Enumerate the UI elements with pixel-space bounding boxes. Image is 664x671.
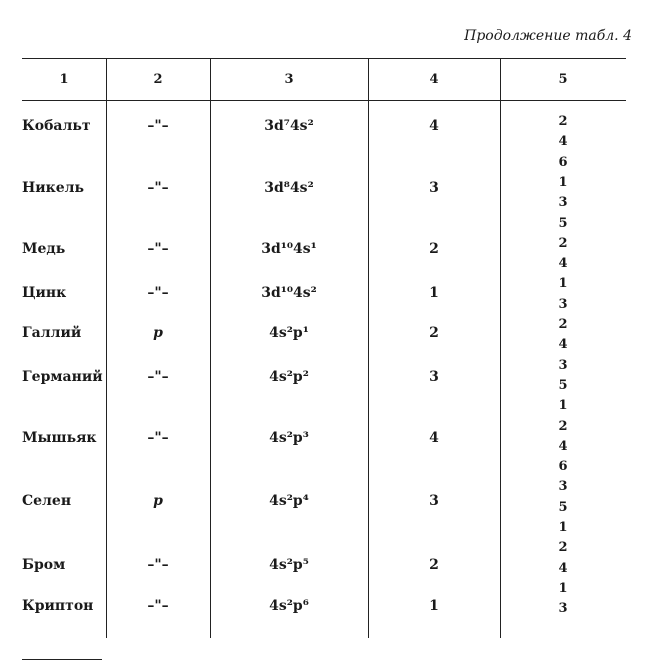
electron-config: 4s²p² xyxy=(269,369,309,385)
element-name: Мышьяк xyxy=(22,430,97,446)
oxidation-state: 2 xyxy=(558,114,568,129)
oxidation-state: 5 xyxy=(558,215,568,231)
block-label: –"– xyxy=(147,180,169,196)
column-divider xyxy=(106,58,107,638)
oxidation-state: 4 xyxy=(558,134,568,150)
oxidation-state: 1 xyxy=(558,174,568,190)
element-name: Криптон xyxy=(22,598,94,614)
electron-config: 3d⁷4s² xyxy=(264,118,314,134)
electron-config: 3d¹⁰4s² xyxy=(261,285,317,301)
electron-config: 3d¹⁰4s¹ xyxy=(261,241,317,257)
block-label: p xyxy=(153,325,163,341)
valence-value: 2 xyxy=(429,557,439,573)
oxidation-state: 2 xyxy=(558,235,568,251)
oxidation-state: 2 xyxy=(558,317,568,332)
element-name: Медь xyxy=(22,241,66,257)
valence-value: 4 xyxy=(429,430,439,446)
oxidation-state: 4 xyxy=(558,256,568,272)
valence-value: 1 xyxy=(429,285,439,301)
oxidation-state: 1 xyxy=(558,276,568,292)
oxidation-state: 4 xyxy=(558,438,568,454)
table-caption: Продолжение табл. 4 xyxy=(464,28,632,44)
footnote-rule xyxy=(22,659,102,660)
electron-config: 4s²p⁴ xyxy=(269,493,309,509)
oxidation-state: 3 xyxy=(558,296,568,312)
header-col-2: 2 xyxy=(153,72,163,87)
block-label: –"– xyxy=(147,369,169,385)
valence-value: 3 xyxy=(429,180,439,196)
electron-config: 4s²p⁶ xyxy=(269,598,309,614)
valence-value: 3 xyxy=(429,493,439,509)
oxidation-state: 3 xyxy=(558,601,568,617)
electron-config: 3d⁸4s² xyxy=(264,180,314,196)
oxidation-state: 4 xyxy=(558,337,568,353)
oxidation-state: 3 xyxy=(558,479,568,495)
block-label: –"– xyxy=(147,241,169,257)
column-divider xyxy=(368,58,369,638)
oxidation-state: 6 xyxy=(558,154,568,170)
oxidation-state: 5 xyxy=(558,499,568,515)
valence-value: 2 xyxy=(429,325,439,341)
element-name: Бром xyxy=(22,557,66,573)
oxidation-state: 4 xyxy=(558,560,568,576)
top-rule xyxy=(22,58,626,59)
valence-value: 4 xyxy=(429,118,439,134)
block-label: –"– xyxy=(147,118,169,134)
electron-config: 4s²p⁵ xyxy=(269,557,309,573)
oxidation-state: 3 xyxy=(558,195,568,211)
column-divider xyxy=(210,58,211,638)
oxidation-state: 2 xyxy=(558,418,568,434)
block-label: p xyxy=(153,493,163,509)
valence-value: 3 xyxy=(429,369,439,385)
element-name: Селен xyxy=(22,493,72,509)
header-col-5: 5 xyxy=(558,72,568,87)
header-rule xyxy=(22,100,626,101)
oxidation-state: 5 xyxy=(558,377,568,393)
block-label: –"– xyxy=(147,285,169,301)
block-label: –"– xyxy=(147,598,169,614)
element-name: Кобальт xyxy=(22,118,91,134)
element-name: Цинк xyxy=(22,285,67,301)
oxidation-state: 1 xyxy=(558,398,568,414)
element-name: Германий xyxy=(22,369,103,385)
block-label: –"– xyxy=(147,430,169,446)
element-name: Галлий xyxy=(22,325,82,341)
oxidation-state: 1 xyxy=(558,580,568,596)
oxidation-state: 3 xyxy=(558,357,568,373)
oxidation-state: 6 xyxy=(558,459,568,475)
valence-value: 2 xyxy=(429,241,439,257)
header-col-4: 4 xyxy=(429,72,439,87)
oxidation-state: 1 xyxy=(558,520,568,535)
header-col-1: 1 xyxy=(59,72,69,87)
block-label: –"– xyxy=(147,557,169,573)
oxidation-state: 2 xyxy=(558,540,568,556)
element-name: Никель xyxy=(22,180,85,196)
electron-config: 4s²p³ xyxy=(269,430,309,446)
electron-config: 4s²p¹ xyxy=(269,325,309,341)
valence-value: 1 xyxy=(429,598,439,614)
header-col-3: 3 xyxy=(284,72,294,87)
